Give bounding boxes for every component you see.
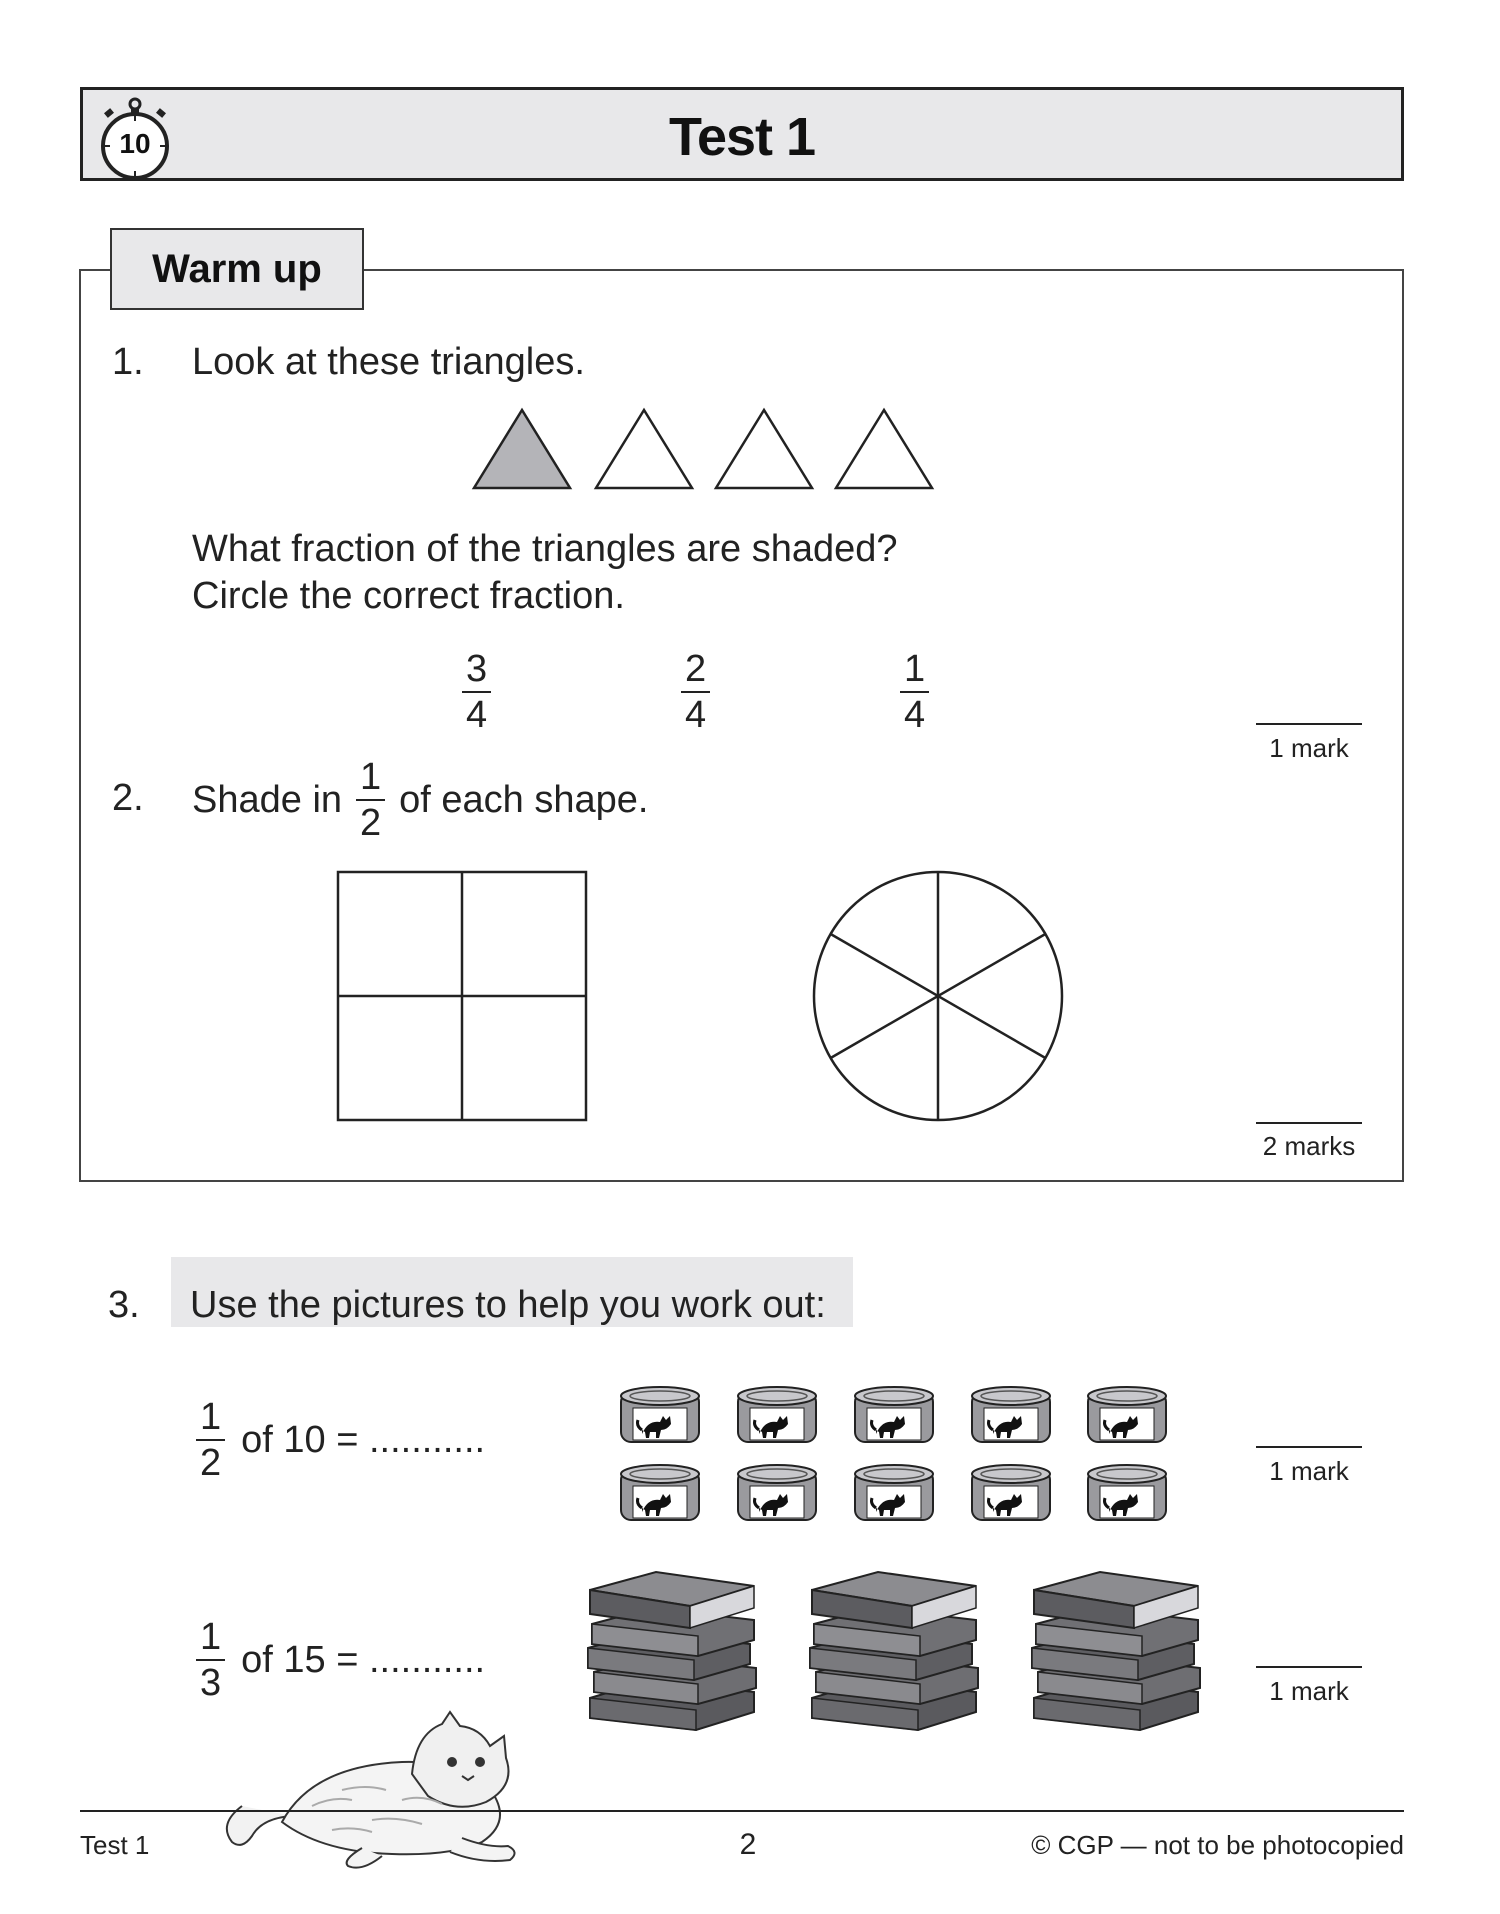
warm-up-tab	[110, 228, 364, 310]
book-stack-icon	[810, 1572, 978, 1730]
page-title: Test 1	[668, 107, 816, 167]
q2-prompt: Shade in $\frac{1}{2}$ of each shape.	[192, 756, 649, 844]
mark-line	[1256, 1446, 1362, 1448]
tin-icon	[855, 1465, 933, 1520]
q2-number: 2.	[112, 777, 144, 819]
mark-line	[1256, 723, 1362, 725]
fraction-option-3-4[interactable]: $\frac{3}{4}$	[462, 650, 491, 734]
footer-rule	[80, 1810, 1404, 1812]
q3b-answer-line[interactable]: of 15 = ...........	[241, 1638, 486, 1681]
tin-icon	[621, 1387, 699, 1442]
tin-icon	[855, 1387, 933, 1442]
q3-number: 3.	[108, 1284, 140, 1326]
q3a-answer-line[interactable]: of 10 = ...........	[241, 1418, 486, 1461]
q1-instruction: Circle the correct fraction.	[192, 575, 625, 617]
tin-icon	[621, 1465, 699, 1520]
tin-icon	[1088, 1387, 1166, 1442]
q1-marks: 1 mark	[1269, 733, 1349, 763]
book-stack-icon	[1032, 1572, 1200, 1730]
q2-marks: 2 marks	[1262, 1131, 1356, 1161]
q1-number: 1.	[112, 341, 144, 383]
book-stacks	[586, 1570, 1216, 1732]
square-shape[interactable]	[336, 870, 588, 1122]
cat-illustration	[212, 1710, 592, 1870]
cat-food-tins	[620, 1386, 1176, 1528]
footer-copyright: © CGP — not to be photocopied	[1031, 1830, 1404, 1860]
q3-prompt: Use the pictures to help you work out:	[190, 1284, 826, 1326]
footer-left: Test 1	[80, 1830, 150, 1860]
book-stack-icon	[588, 1572, 756, 1730]
title-bar	[80, 87, 1404, 181]
timer-minutes: 10	[119, 128, 151, 159]
circle-shape[interactable]	[810, 868, 1066, 1124]
fraction-option-1-4[interactable]: $\frac{1}{4}$	[900, 650, 929, 734]
triangle-shaded	[474, 410, 570, 488]
tin-icon	[972, 1465, 1050, 1520]
tin-icon	[738, 1465, 816, 1520]
q3b-marks: 1 mark	[1269, 1676, 1349, 1706]
q3a-fraction: $\frac{1}{2}$	[196, 1398, 225, 1482]
warm-up-label: Warm up	[152, 247, 322, 291]
fraction-option-2-4[interactable]: $\frac{2}{4}$	[681, 650, 710, 734]
triangle-unshaded	[716, 410, 812, 488]
tin-icon	[972, 1387, 1050, 1442]
tin-icon	[1088, 1465, 1166, 1520]
q3-part-a	[196, 1398, 485, 1482]
q3-part-b	[196, 1618, 485, 1702]
q1-prompt: Look at these triangles.	[192, 341, 585, 383]
triangle-unshaded	[836, 410, 932, 488]
mark-line	[1256, 1666, 1362, 1668]
mark-line	[1256, 1122, 1362, 1124]
q3a-marks: 1 mark	[1269, 1456, 1349, 1486]
triangle-unshaded	[596, 410, 692, 488]
triangles-figure	[470, 404, 940, 494]
page-number: 2	[739, 1828, 757, 1861]
q2-fraction: $\frac{1}{2}$	[356, 758, 385, 842]
q1-question: What fraction of the triangles are shaded?	[192, 528, 898, 570]
tin-icon	[738, 1387, 816, 1442]
q3b-fraction: $\frac{1}{3}$	[196, 1618, 225, 1702]
